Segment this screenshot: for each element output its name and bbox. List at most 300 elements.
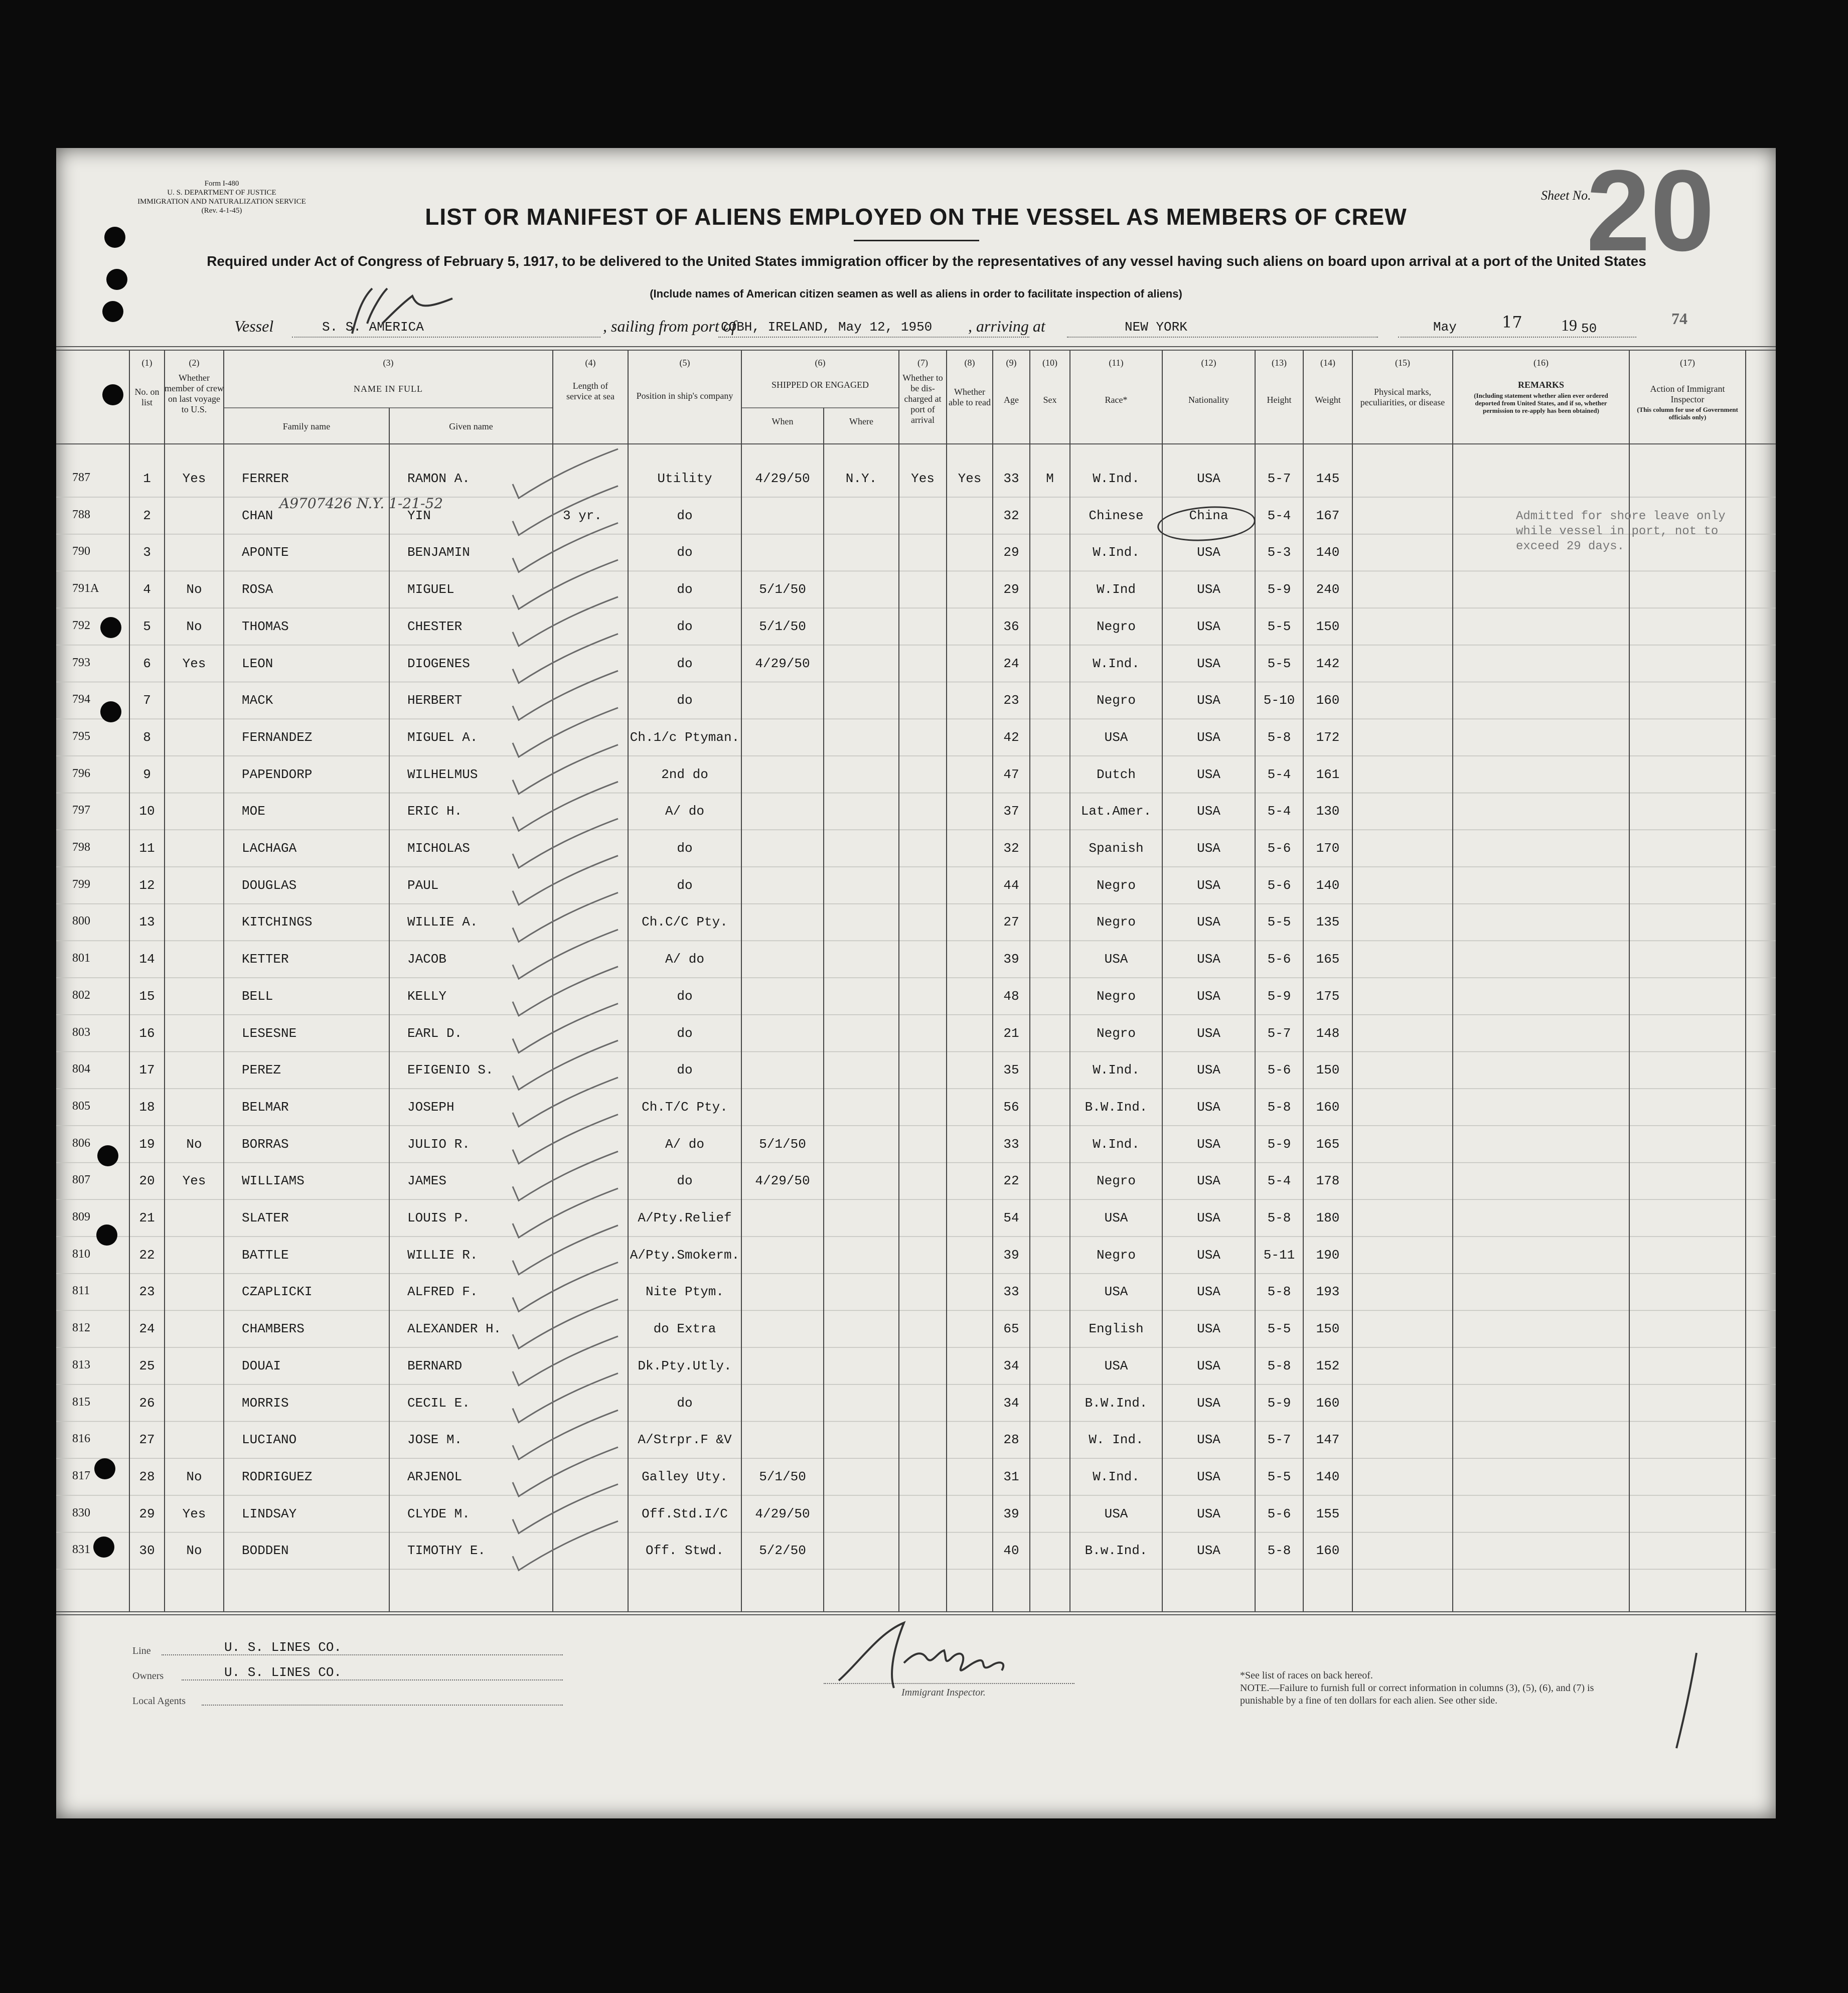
cell-given: EFIGENIO S. xyxy=(407,1062,494,1078)
cell-when: 4/29/50 xyxy=(755,1173,810,1189)
cell-given: RAMON A. xyxy=(407,471,470,486)
cell-given: EARL D. xyxy=(407,1025,463,1041)
cell-race: B.W.Ind. xyxy=(1085,1395,1148,1411)
cell-no: 13 xyxy=(139,914,155,930)
cell-side: 816 xyxy=(72,1432,90,1446)
cell-height: 5-9 xyxy=(1267,1136,1291,1152)
cell-position: do xyxy=(677,582,693,597)
cell-nat: USA xyxy=(1197,952,1220,967)
col16-number: (16) xyxy=(1533,358,1549,368)
cell-position: do xyxy=(677,656,693,671)
col6-header: SHIPPED OR ENGAGED xyxy=(771,380,869,390)
check-mark xyxy=(513,1188,618,1238)
cell-no: 7 xyxy=(143,693,151,708)
cell-given: CECIL E. xyxy=(407,1395,470,1411)
inspector-label: Immigrant Inspector. xyxy=(901,1687,986,1698)
cell-side: 795 xyxy=(72,729,90,743)
cell-no: 10 xyxy=(139,804,155,819)
races-note: *See list of races on back hereof. xyxy=(1240,1670,1373,1681)
sailing-port: COBH, IRELAND, May 12, 1950 xyxy=(721,320,933,335)
cell-when: 4/29/50 xyxy=(755,656,810,671)
cell-race: W.Ind. xyxy=(1093,1062,1140,1078)
cell-height: 5-3 xyxy=(1267,545,1291,560)
cell-race: USA xyxy=(1104,1284,1128,1300)
cell-given: YIN xyxy=(407,508,431,523)
cell-height: 5-10 xyxy=(1263,693,1295,708)
check-mark xyxy=(513,1447,618,1496)
cell-race: W.Ind. xyxy=(1093,656,1140,671)
cell-nat: USA xyxy=(1197,1062,1220,1078)
cell-position: do xyxy=(677,1025,693,1041)
cell-nat: USA xyxy=(1197,1173,1220,1189)
cell-position: Ch.C/C Pty. xyxy=(642,914,728,930)
col12-number: (12) xyxy=(1201,358,1216,368)
cell-age: 48 xyxy=(1003,988,1019,1004)
cell-nat: USA xyxy=(1197,1284,1220,1300)
col17-number: (17) xyxy=(1680,358,1695,368)
cell-family: MACK xyxy=(242,693,273,708)
cell-no: 22 xyxy=(139,1247,155,1263)
cell-weight: 152 xyxy=(1316,1358,1340,1373)
col17-subheader: (This column for use of Government officials only) xyxy=(1637,406,1738,421)
cell-given: MIGUEL A. xyxy=(407,729,478,745)
cell-race: USA xyxy=(1104,1210,1128,1225)
cell-nat: USA xyxy=(1197,1469,1220,1484)
cell-when: 4/29/50 xyxy=(755,471,810,486)
vessel-label: Vessel xyxy=(234,317,274,335)
check-mark xyxy=(513,523,618,572)
cell-position: A/Strpr.F &V xyxy=(638,1432,732,1448)
cell-race: W. Ind. xyxy=(1089,1432,1144,1448)
cell-side: 792 xyxy=(72,619,90,632)
cell-nat: China xyxy=(1189,508,1228,523)
punch-hole-5 xyxy=(100,617,121,638)
cell-side: 788 xyxy=(72,508,90,521)
cell-no: 20 xyxy=(139,1173,155,1189)
cell-position: A/ do xyxy=(665,804,704,819)
cell-when: 5/2/50 xyxy=(759,1543,806,1559)
owners-label: Owners xyxy=(132,1670,164,1681)
cell-age: 32 xyxy=(1003,508,1019,523)
cell-family: LACHAGA xyxy=(242,841,297,856)
cell-position: Off. Stwd. xyxy=(645,1543,724,1559)
cell-height: 5-6 xyxy=(1267,1506,1291,1521)
col3-family-header: Family name xyxy=(282,421,331,431)
cell-family: BODDEN xyxy=(242,1543,289,1559)
cell-given: ALEXANDER H. xyxy=(407,1321,502,1337)
col8-number: (8) xyxy=(964,358,975,368)
cell-weight: 160 xyxy=(1316,693,1340,708)
cell-family: WILLIAMS xyxy=(242,1173,304,1189)
check-mark xyxy=(513,1262,618,1311)
cell-weight: 155 xyxy=(1316,1506,1340,1521)
cell-side: 812 xyxy=(72,1321,90,1335)
cell-side: 817 xyxy=(72,1469,90,1482)
check-mark xyxy=(513,1225,618,1275)
cell-nat: USA xyxy=(1197,1210,1220,1225)
cell-given: DIOGENES xyxy=(407,656,470,671)
cell-nat: USA xyxy=(1197,804,1220,819)
check-mark xyxy=(513,708,618,757)
cell-age: 54 xyxy=(1003,1210,1019,1225)
cell-family: FERRER xyxy=(242,471,289,486)
check-mark xyxy=(513,967,618,1016)
owners-value: U. S. LINES CO. xyxy=(224,1665,342,1680)
cell-nat: USA xyxy=(1197,656,1220,671)
cell-age: 33 xyxy=(1003,1284,1019,1300)
col7-header: Whether to be dis-charged at port of arrival xyxy=(902,373,943,425)
cell-weight: 161 xyxy=(1316,766,1340,782)
cell-race: W.Ind xyxy=(1096,582,1136,597)
cell-nat: USA xyxy=(1197,1247,1220,1263)
cell-weight: 140 xyxy=(1316,545,1340,560)
cell-nat: USA xyxy=(1197,841,1220,856)
col10-number: (10) xyxy=(1042,358,1057,368)
cell-family: CHAN xyxy=(242,508,273,523)
cell-prev: Yes xyxy=(182,1173,206,1189)
cell-height: 5-8 xyxy=(1267,1358,1291,1373)
cell-when: 4/29/50 xyxy=(755,1506,810,1521)
cell-height: 5-7 xyxy=(1267,1025,1291,1041)
page-number: 74 xyxy=(1671,310,1687,328)
cell-nat: USA xyxy=(1197,1358,1220,1373)
col3-number: (3) xyxy=(383,358,394,368)
cell-race: Negro xyxy=(1096,1173,1136,1189)
cell-given: WILHELMUS xyxy=(407,766,478,782)
cell-family: SLATER xyxy=(242,1210,289,1225)
check-mark xyxy=(513,1299,618,1348)
cell-nat: USA xyxy=(1197,1099,1220,1115)
check-mark xyxy=(513,1521,618,1570)
cell-when: 5/1/50 xyxy=(759,1136,806,1152)
cell-age: 33 xyxy=(1003,1136,1019,1152)
cell-height: 5-4 xyxy=(1267,766,1291,782)
col6-when-header: When xyxy=(772,416,794,426)
cell-position: Off.Std.I/C xyxy=(642,1506,728,1521)
check-mark xyxy=(513,449,618,498)
check-mark xyxy=(513,1151,618,1200)
cell-weight: 160 xyxy=(1316,1099,1340,1115)
cell-height: 5-8 xyxy=(1267,1099,1291,1115)
sheet-number: 20 xyxy=(1586,146,1715,275)
cell-nat: USA xyxy=(1197,914,1220,930)
cell-position: do xyxy=(677,1395,693,1411)
cell-side: 813 xyxy=(72,1358,90,1371)
cell-weight: 160 xyxy=(1316,1543,1340,1559)
cell-side: 830 xyxy=(72,1506,90,1519)
cell-race: Lat.Amer. xyxy=(1081,804,1152,819)
cell-age: 42 xyxy=(1003,729,1019,745)
cell-weight: 165 xyxy=(1316,952,1340,967)
cell-given: CLYDE M. xyxy=(407,1506,470,1521)
cell-position: do xyxy=(677,877,693,893)
cell-given: ERIC H. xyxy=(407,804,463,819)
cell-family: LINDSAY xyxy=(242,1506,297,1521)
cell-prev: No xyxy=(186,1136,202,1152)
cell-prev: Yes xyxy=(182,1506,206,1521)
col14-number: (14) xyxy=(1320,358,1335,368)
cell-no: 14 xyxy=(139,952,155,967)
col3-header: NAME IN FULL xyxy=(354,384,423,394)
col16-header: REMARKS xyxy=(1517,380,1564,390)
cell-family: MOE xyxy=(242,804,265,819)
check-mark xyxy=(513,856,618,905)
cell-nat: USA xyxy=(1197,988,1220,1004)
cell-no: 5 xyxy=(143,619,151,634)
cell-weight: 190 xyxy=(1316,1247,1340,1263)
col15-header: Physical marks, peculiarities, or disease xyxy=(1360,387,1445,407)
cell-height: 5-5 xyxy=(1267,619,1291,634)
arriving-port: NEW YORK xyxy=(1125,320,1187,335)
check-mark xyxy=(513,671,618,720)
cell-nat: USA xyxy=(1197,619,1220,634)
cell-disch: Yes xyxy=(911,471,935,486)
cell-nat: USA xyxy=(1197,877,1220,893)
check-mark xyxy=(513,930,618,979)
punch-hole-10 xyxy=(93,1537,114,1558)
cell-side: 810 xyxy=(72,1247,90,1261)
cell-side: 831 xyxy=(72,1543,90,1557)
cell-weight: 140 xyxy=(1316,877,1340,893)
cell-given: WILLIE R. xyxy=(407,1247,478,1263)
cell-where: N.Y. xyxy=(845,471,877,486)
col9-number: (9) xyxy=(1006,358,1017,368)
cell-height: 5-9 xyxy=(1267,582,1291,597)
cell-position: A/Pty.Relief xyxy=(638,1210,732,1225)
cell-no: 28 xyxy=(139,1469,155,1484)
check-mark xyxy=(513,819,618,868)
cell-race: W.Ind. xyxy=(1093,545,1140,560)
cell-weight: 240 xyxy=(1316,582,1340,597)
cell-family: LUCIANO xyxy=(242,1432,297,1448)
col3-given-header: Given name xyxy=(449,421,493,431)
cell-no: 15 xyxy=(139,988,155,1004)
cell-side: 798 xyxy=(72,841,90,854)
cell-age: 33 xyxy=(1003,471,1019,486)
cell-side: 803 xyxy=(72,1025,90,1039)
cell-nat: USA xyxy=(1197,471,1220,486)
col2-number: (2) xyxy=(189,358,200,368)
cell-given: JULIO R. xyxy=(407,1136,470,1152)
cell-age: 29 xyxy=(1003,582,1019,597)
cell-race: Negro xyxy=(1096,1247,1136,1263)
cell-height: 5-5 xyxy=(1267,656,1291,671)
cell-prev: Yes xyxy=(182,471,206,486)
cell-age: 37 xyxy=(1003,804,1019,819)
check-mark xyxy=(513,1373,618,1423)
cell-race: W.Ind. xyxy=(1093,471,1140,486)
punch-hole-9 xyxy=(94,1458,115,1479)
cell-family: RODRIGUEZ xyxy=(242,1469,313,1484)
cell-age: 22 xyxy=(1003,1173,1019,1189)
cell-when: 5/1/50 xyxy=(759,1469,806,1484)
check-mark xyxy=(513,597,618,646)
cell-age: 28 xyxy=(1003,1432,1019,1448)
cell-race: Spanish xyxy=(1089,841,1144,856)
cell-family: ROSA xyxy=(242,582,273,597)
cell-side: 815 xyxy=(72,1395,90,1409)
cell-weight: 178 xyxy=(1316,1173,1340,1189)
cell-position: 2nd do xyxy=(661,766,708,782)
cell-no: 23 xyxy=(139,1284,155,1300)
check-mark xyxy=(513,745,618,794)
cell-race: Chinese xyxy=(1089,508,1144,523)
cell-no: 8 xyxy=(143,729,151,745)
col12-header: Nationality xyxy=(1188,395,1229,405)
cell-no: 2 xyxy=(143,508,151,523)
col9-header: Age xyxy=(1004,395,1019,405)
cell-height: 5-6 xyxy=(1267,1062,1291,1078)
punch-hole-8 xyxy=(96,1224,117,1246)
cell-age: 34 xyxy=(1003,1358,1019,1373)
col4-header: Length of service at sea xyxy=(566,381,614,401)
cell-weight: 145 xyxy=(1316,471,1340,486)
cell-family: PEREZ xyxy=(242,1062,281,1078)
line-label: Line xyxy=(132,1645,151,1656)
col8-header: Whether able to read xyxy=(949,387,991,407)
date-month: May xyxy=(1433,320,1457,335)
check-mark xyxy=(513,486,618,535)
cell-weight: 130 xyxy=(1316,804,1340,819)
cell-age: 39 xyxy=(1003,952,1019,967)
cell-weight: 167 xyxy=(1316,508,1340,523)
punch-hole-3 xyxy=(102,301,123,322)
punch-hole-4 xyxy=(102,384,123,405)
cell-family: LEON xyxy=(242,656,273,671)
document-subnote: (Include names of American citizen seamen as well as aliens in order to facilitate inspection of aliens) xyxy=(650,287,1182,300)
vessel-name: S. S. AMERICA xyxy=(322,320,424,335)
cell-age: 27 xyxy=(1003,914,1019,930)
cell-family: CZAPLICKI xyxy=(242,1284,313,1300)
cell-weight: 160 xyxy=(1316,1395,1340,1411)
cell-height: 5-6 xyxy=(1267,877,1291,893)
cell-given: BENJAMIN xyxy=(407,545,470,560)
cell-nat: USA xyxy=(1197,1136,1220,1152)
cell-nat: USA xyxy=(1197,1543,1220,1559)
cell-position: Ch.1/c Ptyman. xyxy=(630,729,740,745)
cell-position: do xyxy=(677,1173,693,1189)
cell-position: Ch.T/C Pty. xyxy=(642,1099,728,1115)
cell-age: 32 xyxy=(1003,841,1019,856)
cell-height: 5-9 xyxy=(1267,988,1291,1004)
line-value: U. S. LINES CO. xyxy=(224,1640,342,1655)
date-year: 19 xyxy=(1561,316,1577,334)
cell-prev: No xyxy=(186,1469,202,1484)
punch-hole-6 xyxy=(100,701,121,722)
cell-position: do xyxy=(677,988,693,1004)
cell-side: 797 xyxy=(72,804,90,817)
cell-service: 3 yr. xyxy=(563,508,602,523)
cell-position: do Extra xyxy=(653,1321,716,1337)
cell-race: English xyxy=(1089,1321,1144,1337)
cell-family: LESESNE xyxy=(242,1025,297,1041)
cell-no: 9 xyxy=(143,766,151,782)
cell-age: 29 xyxy=(1003,545,1019,560)
cell-height: 5-5 xyxy=(1267,1469,1291,1484)
col16-subheader: (Including statement whether alien ever ordered deported from United States, and if so, whether permission to re-apply has been obtained) xyxy=(1474,392,1608,414)
check-mark xyxy=(513,634,618,683)
cell-height: 5-8 xyxy=(1267,729,1291,745)
cell-side: 804 xyxy=(72,1062,90,1076)
col11-number: (11) xyxy=(1109,358,1124,368)
cell-race: Negro xyxy=(1096,988,1136,1004)
cell-race: B.w.Ind. xyxy=(1085,1543,1148,1559)
cell-height: 5-6 xyxy=(1267,952,1291,967)
cell-race: B.W.Ind. xyxy=(1085,1099,1148,1115)
sheet-label: Sheet No. xyxy=(1541,188,1591,203)
cell-prev: No xyxy=(186,1543,202,1559)
cell-height: 5-4 xyxy=(1267,508,1291,523)
cell-prev: No xyxy=(186,582,202,597)
cell-height: 5-7 xyxy=(1267,1432,1291,1448)
cell-weight: 142 xyxy=(1316,656,1340,671)
cell-height: 5-11 xyxy=(1263,1247,1295,1263)
cell-side: 790 xyxy=(72,545,90,558)
cell-height: 5-9 xyxy=(1267,1395,1291,1411)
cell-given: JACOB xyxy=(407,952,447,967)
cell-no: 4 xyxy=(143,582,151,597)
cell-weight: 147 xyxy=(1316,1432,1340,1448)
cell-family: BELMAR xyxy=(242,1099,289,1115)
cell-prev: Yes xyxy=(182,656,206,671)
cell-no: 11 xyxy=(139,841,155,856)
punch-hole-7 xyxy=(97,1145,118,1166)
document-title: LIST OR MANIFEST OF ALIENS EMPLOYED ON THE VESSEL AS MEMBERS OF CREW xyxy=(425,204,1407,230)
cell-race: Negro xyxy=(1096,1025,1136,1041)
cell-age: 24 xyxy=(1003,656,1019,671)
cell-side: 793 xyxy=(72,656,90,669)
cell-age: 35 xyxy=(1003,1062,1019,1078)
cell-side: 809 xyxy=(72,1210,90,1223)
cell-weight: 193 xyxy=(1316,1284,1340,1300)
cell-no: 18 xyxy=(139,1099,155,1115)
punch-hole-2 xyxy=(106,269,127,290)
form-rev: (Rev. 4-1-45) xyxy=(201,207,242,215)
cell-race: Negro xyxy=(1096,619,1136,634)
cell-race: W.Ind. xyxy=(1093,1469,1140,1484)
cell-age: 39 xyxy=(1003,1506,1019,1521)
remark-shore-leave: Admitted for shore leave only while vessel in port, not to exceed 29 days. xyxy=(1516,510,1726,553)
col7-number: (7) xyxy=(917,358,928,368)
col13-header: Height xyxy=(1267,395,1292,405)
col13-number: (13) xyxy=(1272,358,1287,368)
cell-read: Yes xyxy=(958,471,982,486)
cell-no: 26 xyxy=(139,1395,155,1411)
cell-given: PAUL xyxy=(407,877,439,893)
cell-side: 799 xyxy=(72,877,90,891)
cell-weight: 140 xyxy=(1316,1469,1340,1484)
col6-where-header: Where xyxy=(849,416,873,426)
date-year-suffix: 50 xyxy=(1581,321,1597,336)
check-mark xyxy=(513,1484,618,1534)
cell-no: 1 xyxy=(143,471,151,486)
check-mark xyxy=(513,560,618,609)
cell-position: do xyxy=(677,545,693,560)
cell-weight: 170 xyxy=(1316,841,1340,856)
col5-number: (5) xyxy=(679,358,690,368)
cell-no: 21 xyxy=(139,1210,155,1225)
manifest-sheet xyxy=(56,148,1776,1818)
cell-prev: No xyxy=(186,619,202,634)
cell-age: 31 xyxy=(1003,1469,1019,1484)
check-marks xyxy=(56,148,1776,1818)
cell-no: 29 xyxy=(139,1506,155,1521)
cell-side: 787 xyxy=(72,471,90,484)
cell-race: Negro xyxy=(1096,877,1136,893)
punch-hole-1 xyxy=(104,227,125,248)
form-dept: U. S. DEPARTMENT OF JUSTICE xyxy=(167,189,276,197)
cell-no: 17 xyxy=(139,1062,155,1078)
